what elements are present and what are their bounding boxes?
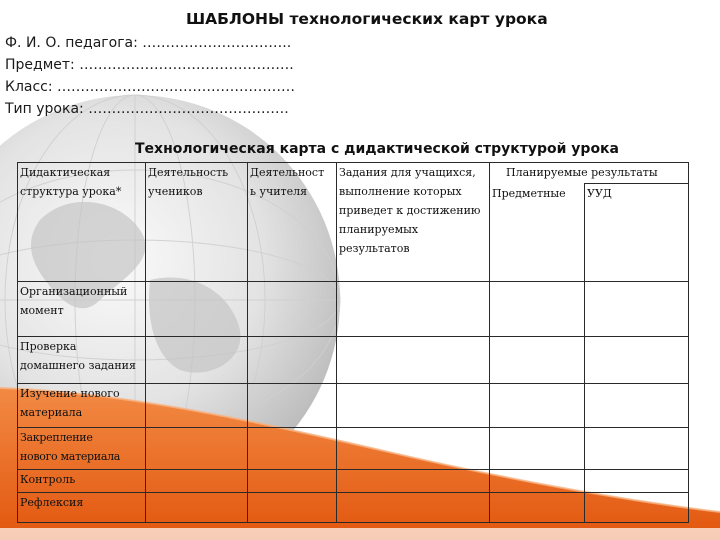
table-header-row bbox=[18, 163, 689, 184]
row-label: Рефлексия bbox=[18, 493, 146, 523]
lesson-card-table bbox=[17, 162, 689, 523]
header-student-activity: Деятельность учеников bbox=[146, 163, 248, 282]
header-student-tasks: Задания для учащихся, выполнение которых приведет к достижению планируемых результатов bbox=[337, 163, 490, 282]
row-label: Изучение нового материала bbox=[18, 384, 146, 428]
lesson-type-field: Тип урока: ……………………………………. bbox=[5, 101, 289, 117]
row-label: Проверка домашнего задания bbox=[18, 337, 146, 384]
table-row bbox=[18, 384, 689, 428]
table-row bbox=[18, 470, 689, 493]
title-caps: ШАБЛОНЫ bbox=[186, 10, 285, 28]
table-row bbox=[18, 493, 689, 523]
row-label: Организационный момент bbox=[18, 282, 146, 337]
title-rest: технологических карт урока bbox=[289, 10, 548, 28]
subject-field: Предмет: ………………………………………. bbox=[5, 57, 294, 73]
table-row bbox=[18, 428, 689, 470]
header-uud: УУД bbox=[585, 184, 689, 282]
table-title: Технологическая карта с дидактической структурой урока bbox=[135, 141, 620, 157]
header-subject-results: Предметные bbox=[490, 184, 585, 282]
row-label: Закрепление нового материала bbox=[18, 428, 146, 470]
header-planned-results: Планируемые результаты bbox=[490, 163, 689, 184]
header-teacher-activity: Деятельност ь учителя bbox=[248, 163, 337, 282]
table-row bbox=[18, 337, 689, 384]
page-title bbox=[186, 10, 606, 28]
header-didactic-structure: Дидактическая структура урока* bbox=[18, 163, 146, 282]
grade-field: Класс: …………………………………………… bbox=[5, 79, 296, 95]
teacher-name-field: Ф. И. О. педагога: ………………………….. bbox=[5, 35, 292, 51]
row-label: Контроль bbox=[18, 470, 146, 493]
table-row bbox=[18, 282, 689, 337]
